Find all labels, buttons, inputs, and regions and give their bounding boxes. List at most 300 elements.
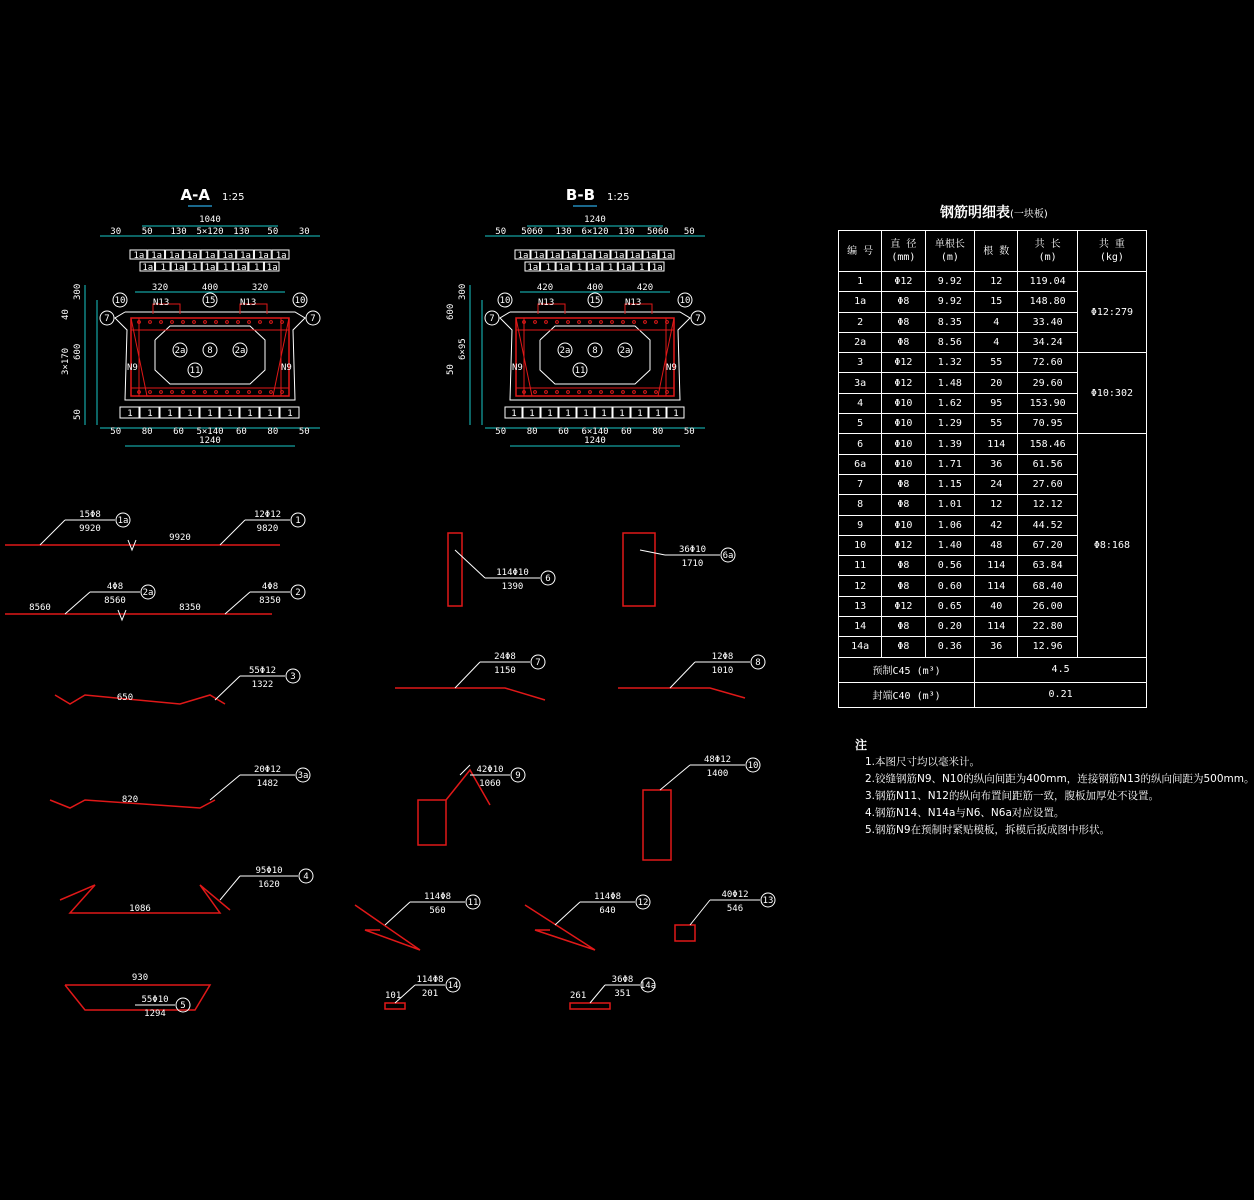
table-cell: Φ8 (882, 556, 925, 576)
leader-line (590, 985, 605, 1003)
bar-qty: 55Φ12 (248, 666, 277, 676)
rebar-dot (171, 391, 174, 394)
table-cell: Φ10 (882, 434, 925, 454)
table-header-cell: 单根长 (m) (925, 231, 975, 272)
rebar-dot (193, 391, 196, 394)
table-cell: 114 (975, 576, 1018, 596)
table-header-cell: 根 数 (975, 231, 1018, 272)
rebar-dot (644, 321, 647, 324)
rebar-dot (545, 321, 548, 324)
dim-bottom: 50 (683, 427, 695, 437)
dim-left: 300 (458, 283, 468, 300)
bar-id: 1 (619, 409, 625, 419)
dim-top: 6×120 (581, 227, 609, 237)
dim-bottom: 60 (621, 427, 632, 437)
dim-left: 6×95 (458, 338, 468, 360)
label-N9: N9 (281, 363, 292, 373)
bar-id: 1a (173, 263, 185, 273)
concrete-value: 4.5 (975, 657, 1147, 682)
rebar-dot (567, 391, 570, 394)
rebar-dot (281, 391, 284, 394)
bar-id: 1a (257, 251, 269, 261)
dim-bottom: 50 (495, 427, 507, 437)
label-N9: N9 (666, 363, 677, 373)
bar-id: 1 (287, 409, 293, 419)
rebar-dot (633, 391, 636, 394)
table-header-cell: 编 号 (839, 231, 882, 272)
rebar-dot (270, 391, 273, 394)
concrete-row (839, 657, 1147, 682)
rebar-dot (237, 321, 240, 324)
rebar-dot (622, 391, 625, 394)
table-cell: 1.62 (925, 393, 975, 413)
bar-length: 1322 (251, 680, 274, 690)
table-cell: 9.92 (925, 292, 975, 312)
rebar-dot (226, 391, 229, 394)
bar-id: 1a (517, 251, 529, 261)
bar-id: 1a (142, 263, 154, 273)
label-N13: N13 (153, 298, 170, 308)
table-cell: 68.40 (1018, 576, 1077, 596)
rebar-dot (611, 391, 614, 394)
table-cell: Φ8 (882, 312, 925, 332)
bar-length: 201 (421, 989, 439, 999)
bar-id: 1 (127, 409, 133, 419)
rebar-dot (215, 321, 218, 324)
table-cell: Φ10 (882, 515, 925, 535)
bar-id: 1a (581, 251, 593, 261)
bar-10-shape (643, 790, 671, 860)
bar-id: 1 (601, 409, 607, 419)
rebar-dot (270, 321, 273, 324)
bar-tag-label: 1a (117, 516, 129, 526)
bar-13-shape (675, 925, 695, 941)
bar-tag-label: 7 (489, 314, 495, 324)
bar-6a-shape (623, 533, 655, 606)
rebar-dot (611, 321, 614, 324)
bar-length: 640 (599, 906, 616, 916)
leader-line (65, 592, 90, 614)
table-cell: 158.46 (1018, 434, 1077, 454)
bar-seg: 8560 (29, 603, 51, 613)
table-cell: 67.20 (1018, 535, 1077, 555)
bar-length: 1010 (711, 666, 734, 676)
label-N13: N13 (625, 298, 642, 308)
bar-qty: 20Φ12 (253, 765, 282, 775)
dim-top: 130 (233, 227, 250, 237)
dim-top: 50 (267, 227, 279, 237)
table-cell: 24 (975, 474, 1018, 494)
bar-tag-label: 7 (310, 314, 316, 324)
bar-length: 1150 (494, 666, 516, 676)
dim-inner: 420 (636, 283, 654, 293)
bar-tag-label: 11 (189, 366, 201, 376)
dim-bottom: 80 (141, 427, 153, 437)
rebar-dot (160, 321, 163, 324)
rebar-dot (281, 321, 284, 324)
concrete-row (839, 682, 1147, 707)
rebar-dot (655, 321, 658, 324)
table-cell: Φ12 (882, 272, 925, 292)
table-cell: 6a (839, 454, 882, 474)
table-cell: 7 (839, 474, 882, 494)
table-cell: 3a (839, 373, 882, 393)
dim-top: 5×120 (196, 227, 224, 237)
bar-tag-label: 8 (207, 346, 213, 356)
bar-qty: 95Φ10 (255, 866, 283, 876)
table-cell: 12 (975, 272, 1018, 292)
dim-inner: 320 (151, 283, 169, 293)
table-cell: 0.65 (925, 596, 975, 616)
leader-line (455, 662, 480, 688)
rebar-dot (578, 321, 581, 324)
bar-qty: 114Φ10 (496, 568, 529, 578)
bar-qty: 55Φ10 (141, 995, 169, 1005)
table-row (839, 272, 1147, 292)
table-cell: Φ12 (882, 373, 925, 393)
bar-id: 1 (253, 263, 260, 273)
rebar-dot (226, 321, 229, 324)
bar-id: 1 (673, 409, 679, 419)
dim-bottom: 5×140 (196, 427, 224, 437)
rebar-dot (600, 321, 603, 324)
table-cell: Φ8 (882, 617, 925, 637)
bar-8-shape (618, 688, 745, 698)
bar-tag-label: 2a (234, 346, 246, 356)
table-cell: 1.32 (925, 353, 975, 373)
rebar-dot (666, 391, 669, 394)
table-cell: 12.96 (1018, 637, 1077, 657)
bar-tag-label: 4 (303, 872, 309, 882)
table-cell: 44.52 (1018, 515, 1077, 535)
table-cell: 1.15 (925, 474, 975, 494)
table-cell: 12 (975, 495, 1018, 515)
table-cell: Φ8 (882, 495, 925, 515)
bar-id: 1 (222, 263, 229, 273)
bar-id: 1 (511, 409, 517, 419)
table-cell: 48 (975, 535, 1018, 555)
bar-id: 1a (620, 263, 632, 273)
table-header-row (839, 231, 1147, 272)
dim-bottom: 60 (558, 427, 569, 437)
rebar-dot (534, 321, 537, 324)
bar-id: 1a (169, 251, 180, 261)
rebar-schedule-table (838, 230, 1147, 708)
bar-id: 1 (187, 409, 193, 419)
bar-length: 351 (614, 989, 631, 999)
table-cell: Φ8 (882, 637, 925, 657)
bar-tag-label: 2 (295, 588, 301, 598)
bar-tag-label: 8 (755, 658, 761, 668)
rebar-dot (237, 391, 240, 394)
bar-tag-label: 13 (762, 896, 774, 906)
bar-tag-label: 5 (180, 1001, 186, 1011)
bar-id: 1a (651, 263, 663, 273)
table-cell: Φ12 (882, 353, 925, 373)
table-cell: 3 (839, 353, 882, 373)
table-header-cell: 共 重 (kg) (1077, 231, 1146, 272)
table-cell: 55 (975, 353, 1018, 373)
table-cell: 11 (839, 556, 882, 576)
table-cell: 114 (975, 434, 1018, 454)
table-header-cell: 直 径 (mm) (882, 231, 925, 272)
rebar-dot (204, 391, 207, 394)
dim-label: 101 (385, 991, 402, 1001)
bar-id: 1 (638, 263, 645, 273)
leader-line (455, 550, 485, 578)
section-scale: 1:25 (607, 192, 630, 203)
bar-id: 1a (204, 251, 216, 261)
bar-qty: 12Φ12 (253, 510, 282, 520)
bar-tag-label: 7 (104, 314, 110, 324)
dim-bottom: 80 (652, 427, 664, 437)
bar-11-shape (355, 905, 420, 950)
section-title: B-B (565, 186, 595, 204)
rebar-dot (545, 391, 548, 394)
bar-qty: 15Φ8 (79, 510, 101, 520)
bar-tag-label: 2a (174, 346, 186, 356)
dim-bottom: 80 (267, 427, 279, 437)
table-cell: 33.40 (1018, 312, 1077, 332)
rebar-dot (259, 391, 262, 394)
table-cell: 4 (975, 332, 1018, 352)
break-mark (118, 610, 126, 620)
dim-top: 130 (618, 227, 635, 237)
bar-tag-label: 10 (679, 296, 691, 306)
note-item: 2.铰缝钢筋N9、N10的纵向间距为400mm，连接钢筋N13的纵向间距为500mm。 (865, 773, 1254, 785)
bar-id: 1a (661, 251, 673, 261)
rebar-dot (182, 391, 185, 394)
dim-bottom: 60 (173, 427, 184, 437)
rebar-dot (149, 391, 152, 394)
label-N13: N13 (538, 298, 555, 308)
bar-id: 1 (547, 409, 553, 419)
rebar-dot (204, 321, 207, 324)
bar-id: 1a (186, 251, 198, 261)
dim-left: 40 (61, 309, 71, 320)
dim-inner: 320 (251, 283, 269, 293)
table-title: 钢筋明细表(一块板) (940, 205, 1048, 221)
table-cell: 70.95 (1018, 414, 1077, 434)
rebar-dot (633, 321, 636, 324)
section-title: A-A (180, 186, 210, 204)
dim-top: 50 (495, 227, 507, 237)
bar-id: 1a (549, 251, 561, 261)
table-cell: 13 (839, 596, 882, 616)
leader-line (460, 765, 470, 775)
bar-id: 1 (565, 409, 571, 419)
rebar-dot (622, 321, 625, 324)
table-cell: 114 (975, 617, 1018, 637)
bar-id: 1 (191, 263, 198, 273)
note-item: 5.钢筋N9在预制时紧贴模板，拆模后扳成图中形状。 (865, 824, 1111, 836)
table-cell: 1.01 (925, 495, 975, 515)
bar-tag-label: 2a (619, 346, 631, 356)
table-cell: 26.00 (1018, 596, 1077, 616)
bar-tag-label: 14 (447, 981, 459, 991)
bar-qty: 24Φ8 (494, 652, 516, 662)
bar-id: 1a (133, 251, 145, 261)
leader-line (210, 775, 240, 800)
table-cell: 1.48 (925, 373, 975, 393)
dim-top: 5060 (521, 227, 543, 237)
table-cell: 14a (839, 637, 882, 657)
dim-left: 300 (73, 283, 83, 300)
leader-line (220, 520, 245, 545)
bar-9-shape (418, 800, 446, 845)
table-cell: 27.60 (1018, 474, 1077, 494)
bar-qty: 114Φ8 (416, 975, 444, 985)
table-cell: 34.24 (1018, 332, 1077, 352)
rebar-dot (248, 321, 251, 324)
table-cell: 1.71 (925, 454, 975, 474)
bar-id: 1 (637, 409, 643, 419)
dim-label: 650 (116, 693, 134, 703)
dim-top: 50 (683, 227, 695, 237)
rebar-dot (600, 391, 603, 394)
dim-inner: 400 (201, 283, 219, 293)
bar-length: 1390 (501, 582, 524, 592)
dim-top: 130 (555, 227, 572, 237)
leader-line (40, 520, 65, 545)
bar-length: 8350 (259, 596, 281, 606)
bar-id: 1 (583, 409, 589, 419)
table-cell: Φ8 (882, 292, 925, 312)
rebar-dot (182, 321, 185, 324)
table-cell: Φ10 (882, 454, 925, 474)
bar-tag-label: 3a (297, 771, 309, 781)
width-top: 1240 (584, 215, 606, 225)
bar-id: 1 (576, 263, 583, 273)
bar-tag-label: 9 (515, 771, 521, 781)
rebar-dot (567, 321, 570, 324)
leader-line (385, 902, 410, 925)
leader-line (660, 765, 690, 790)
bar-qty: 4Φ8 (261, 582, 279, 592)
width-bottom: 1240 (199, 436, 221, 446)
table-cell: Φ8 (882, 576, 925, 596)
rebar-dot (149, 321, 152, 324)
bar-id: 1a (597, 251, 609, 261)
label-N9: N9 (127, 363, 138, 373)
bar-id: 1 (267, 409, 273, 419)
bar-id: 1a (645, 251, 657, 261)
table-cell: 9.92 (925, 272, 975, 292)
bar-6-shape (448, 533, 462, 606)
table-cell: 0.60 (925, 576, 975, 596)
rebar-dot (578, 391, 581, 394)
table-cell: 1 (839, 272, 882, 292)
leader-line (690, 900, 710, 925)
table-cell: 8.35 (925, 312, 975, 332)
bar-id: 1 (167, 409, 173, 419)
table-cell: 15 (975, 292, 1018, 312)
leader-line (555, 902, 580, 925)
dim-left: 600 (446, 303, 456, 320)
bar-id: 1a (222, 251, 234, 261)
dim-bottom: 50 (110, 427, 122, 437)
bar-seg: 9920 (169, 533, 191, 543)
bar-id: 1a (266, 263, 278, 273)
dim-left: 50 (446, 364, 456, 375)
bar-qty: 12Φ8 (711, 652, 734, 662)
leader-line (215, 676, 240, 700)
bar-id: 1 (655, 409, 661, 419)
table-cell: 0.36 (925, 637, 975, 657)
leader-line (640, 550, 665, 555)
leader-line (220, 876, 240, 900)
table-cell: 148.80 (1018, 292, 1077, 312)
bar-tag-label: 7 (535, 658, 541, 668)
width-bottom: 1240 (584, 436, 606, 446)
table-cell: 36 (975, 637, 1018, 657)
dim-inner: 400 (586, 283, 604, 293)
dim-label: 930 (131, 973, 149, 983)
table-cell: 2a (839, 332, 882, 352)
table-cell: 55 (975, 414, 1018, 434)
rebar-dot (171, 321, 174, 324)
table-cell: 72.60 (1018, 353, 1077, 373)
rebar-dot (193, 321, 196, 324)
bar-tag-label: 1 (295, 516, 301, 526)
rebar-dot (666, 321, 669, 324)
bar-id: 1a (204, 263, 216, 273)
bar-tag-label: 11 (467, 898, 479, 908)
slab-outline (500, 312, 690, 400)
table-cell: 40 (975, 596, 1018, 616)
table-cell: 9 (839, 515, 882, 535)
bar-7-shape (395, 688, 545, 700)
table-cell: 0.56 (925, 556, 975, 576)
bar-tag-label: 6 (545, 574, 551, 584)
rebar-dot (556, 391, 559, 394)
table-cell: 6 (839, 434, 882, 454)
table-cell: 1.06 (925, 515, 975, 535)
table-cell: 12.12 (1018, 495, 1077, 515)
bar-length: 546 (726, 904, 744, 914)
dim-left: 600 (73, 343, 83, 360)
dim-top: 30 (298, 227, 310, 237)
table-cell: Φ10 (882, 393, 925, 413)
table-row (839, 353, 1147, 373)
bar-length: 1400 (706, 769, 729, 779)
bar-qty: 114Φ8 (593, 892, 622, 902)
concrete-value: 0.21 (975, 682, 1147, 707)
table-cell: 153.90 (1018, 393, 1077, 413)
leader-line (225, 592, 250, 614)
rebar-dot (534, 391, 537, 394)
note-item: 1.本图尺寸均以毫米计。 (865, 756, 981, 768)
bar-tag-label: 3 (290, 672, 296, 682)
table-cell: 114 (975, 556, 1018, 576)
table-row (839, 434, 1147, 454)
dim-bottom: 50 (298, 427, 310, 437)
rebar-dot (644, 391, 647, 394)
table-header-cell: 共 长 (m) (1018, 231, 1077, 272)
bar-length: 560 (429, 906, 446, 916)
dim-label: 820 (121, 795, 139, 805)
table-cell: Φ12 (882, 535, 925, 555)
dim-bottom: 6×140 (581, 427, 609, 437)
bar-id: 1 (160, 263, 167, 273)
bar-id: 1a (565, 251, 577, 261)
bar-tag-label: 10 (499, 296, 511, 306)
rebar-dot (248, 391, 251, 394)
table-cell: 1a (839, 292, 882, 312)
rebar-dot (556, 321, 559, 324)
bar-seg: 8350 (179, 603, 201, 613)
table-cell: 20 (975, 373, 1018, 393)
